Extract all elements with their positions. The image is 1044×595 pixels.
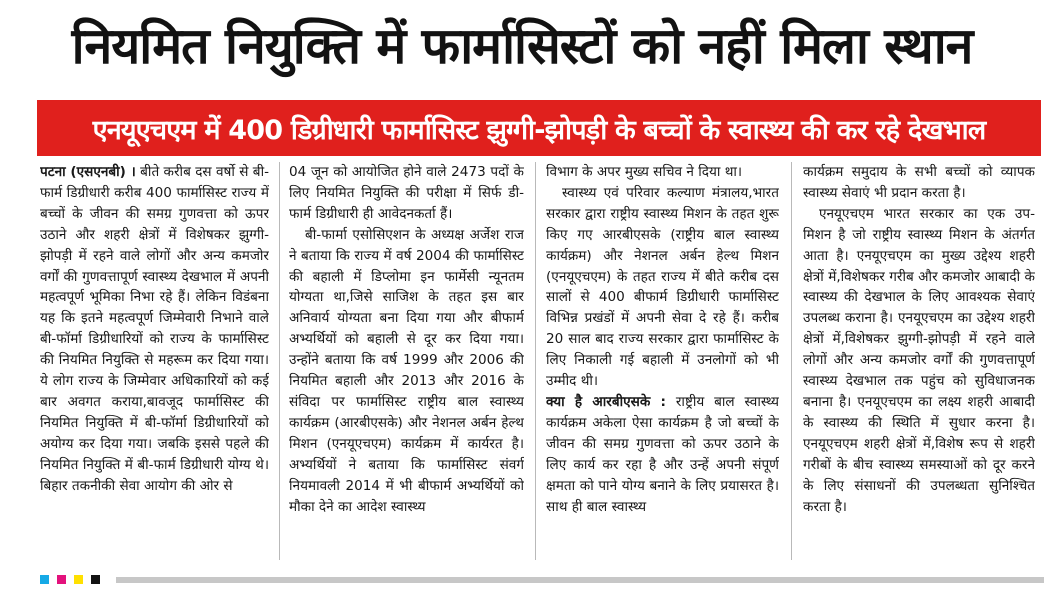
print-registration-strip bbox=[37, 574, 1044, 584]
article-column-4 bbox=[803, 162, 1035, 560]
article-paragraph: स्वास्थ्य एवं परिवार कल्याण मंत्रालय,भारत सरकार द्वारा राष्ट्रीय स्वास्थ्य मिशन के तहत शुरू किए गए आरबीएसके (राष्ट्रीय बाल स्वास्थ्य कार्यक्रम) और नेशनल अर्बन हेल्थ मिशन (एनयूएचएम) के तहत राज्य में बीते करीब दस सालों से 400 बीफार्म डिग्रीधारी फार्मासिस्ट विभिन्न प्रखंडों में अपनी सेवा दे रहे हैं। करीब 20 साल बाद राज्य सरकार द्वारा फार्मासिस्ट के लिए निकाली गई बहाली में उनलोगों को भी उम्मीद थी। bbox=[546, 184, 779, 390]
article-column-2 bbox=[289, 162, 524, 560]
article-column-1 bbox=[40, 162, 269, 560]
article-paragraph bbox=[546, 392, 779, 517]
article-paragraph: 04 जून को आयोजित होने वाले 2473 पदों के लिए नियमित नियुक्ति की परीक्षा में सिर्फ डी-फार्म डिग्रीधारी ही आवेदनकर्ता हैं। bbox=[289, 164, 524, 222]
article-body bbox=[0, 162, 1044, 562]
article-paragraph: बी-फार्मा एसोसिएशन के अध्यक्ष अर्जेश राज ने बताया कि राज्य में वर्ष 2004 की फार्मासिस्ट की बहाली में डिप्लोमा इन फार्मेसी न्यूनतम योग्यता था,जिसे साजिश के तहत इस बार अनिवार्य योग्यता बना दिया गया और बीफार्म अभ्यर्थियों को बहाली से दूर कर दिया गया। उन्होंने बताया कि वर्ष 1999 और 2006 की नियमित बहाली और 2013 और 2016 के संविदा पर फार्मासिस्ट राष्ट्रीय बाल स्वास्थ्य कार्यक्रम (आरबीएसके) और नेशनल अर्बन हेल्थ मिशन (एनयूएचएम) कार्यक्रम में कार्यरत है। अभ्यर्थियों ने बताया कि फार्मासिस्ट संवर्ग नियमावली 2014 में भी बीफार्म अभ्यर्थियों को मौका देने का आदेश स्वास्थ्य bbox=[289, 226, 524, 515]
headline: नियमित नियुक्ति में फार्मासिस्टों को नहीं मिला स्थान bbox=[71, 17, 973, 75]
paragraph-text: बीते करीब दस वर्षो से बी-फार्म डिग्रीधारी करीब 400 फार्मासिस्ट राज्य में बच्चों के जीवन की समग्र गुणवत्ता को ऊपर उठाने और शहरी क्षेत्रों में विशेषकर झुग्गी-झोपड़ी में रहने वाले लोगों और अन्य कमजोर वर्गों की गुणवत्तापूर्ण स्वास्थ्य देखभाल में अपनी महत्वपूर्ण भूमिका निभा रहे हैं। लेकिन विडंबना यह कि इतने महत्वपूर्ण जिम्मेवारी निभाने वाले बी-फॉर्मा डिग्रीधारियों को राज्य के फार्मासिस्ट की नियमित नियुक्ति से महरूम कर दिया गया। ये लोग राज्य के जिम्मेवार अधिकारियों को कई बार अवगत कराया,बावजूद फार्मासिस्ट की नियमित नियुक्ति में बी-फॉर्मा डिग्रीधारियों को अयोग्य कर दिया गया। जबकि इससे पहले की नियमित नियुक्ति में बी-फार्म डिग्रीधारी योग्य थे। बिहार तकनीकी सेवा आयोग की ओर से bbox=[40, 164, 269, 494]
article-paragraph: एनयूएचएम भारत सरकार का एक उप-मिशन है जो राष्ट्रीय स्वास्थ्य मिशन के अंतर्गत आता है। एनयूएचएम का मुख्य उद्देश्य शहरी क्षेत्रों में,विशेषकर गरीब और कमजोर आबादी के स्वास्थ्य की देखभाल के लिए आवश्यक सेवाएं उपलब्ध कराना है। एनयूएचएम का उद्देश्य शहरी क्षेत्रों में,विशेषकर झुग्गी-झोपड़ी में रहने वाले लोगों और अन्य कमजोर वर्गों की गुणवत्तापूर्ण स्वास्थ्य देखभाल तक पहुंच को सुविधाजनक बनाना है। एनयूएचएम का लक्ष्य शहरी आबादी के स्वास्थ्य की स्थिति में सुधार करना है। एनयूएचएम शहरी क्षेत्रों में,विशेष रूप से शहरी गरीबों के बीच स्वास्थ्य समस्याओं को दूर करने के लिए संसाधनों की उपलब्धता सुनिश्चित करता है। bbox=[803, 205, 1035, 515]
column-divider bbox=[535, 162, 536, 560]
section-subheading: क्या है आरबीएसके : bbox=[546, 393, 666, 410]
subheadline-banner bbox=[37, 100, 1041, 156]
magenta-registration-mark bbox=[57, 575, 66, 584]
paragraph-text: राष्ट्रीय बाल स्वास्थ्य कार्यक्रम अकेला ऐसा कार्यक्रम है जो बच्चों के जीवन की समग्र गुणवत्ता को ऊपर उठाने के लिए कार्य कर रहा है और उन्हें अपनी संपूर्ण क्षमता को पाने योग्य बनाने के लिए प्रयासरत है। साथ ही बाल स्वास्थ्य bbox=[546, 393, 779, 515]
article-paragraph: विभाग के अपर मुख्य सचिव ने दिया था। bbox=[546, 164, 743, 180]
column-divider bbox=[279, 162, 280, 560]
yellow-registration-mark bbox=[74, 575, 83, 584]
article-column-3 bbox=[546, 162, 779, 560]
black-registration-mark bbox=[91, 575, 100, 584]
subheadline: एनयूएचएम में 400 डिग्रीधारी फार्मासिस्ट झुग्गी-झोपड़ी के बच्चों के स्वास्थ्य की कर रहे देखभाल bbox=[92, 114, 986, 146]
column-divider bbox=[791, 162, 792, 560]
cyan-registration-mark bbox=[40, 575, 49, 584]
dateline: पटना (एसएनबी) । bbox=[40, 164, 136, 180]
footer-rule bbox=[116, 577, 1044, 583]
article-paragraph: कार्यक्रम समुदाय के सभी बच्चों को व्यापक स्वास्थ्य सेवाएं भी प्रदान करता है। bbox=[803, 164, 1035, 201]
article-paragraph bbox=[40, 162, 269, 497]
